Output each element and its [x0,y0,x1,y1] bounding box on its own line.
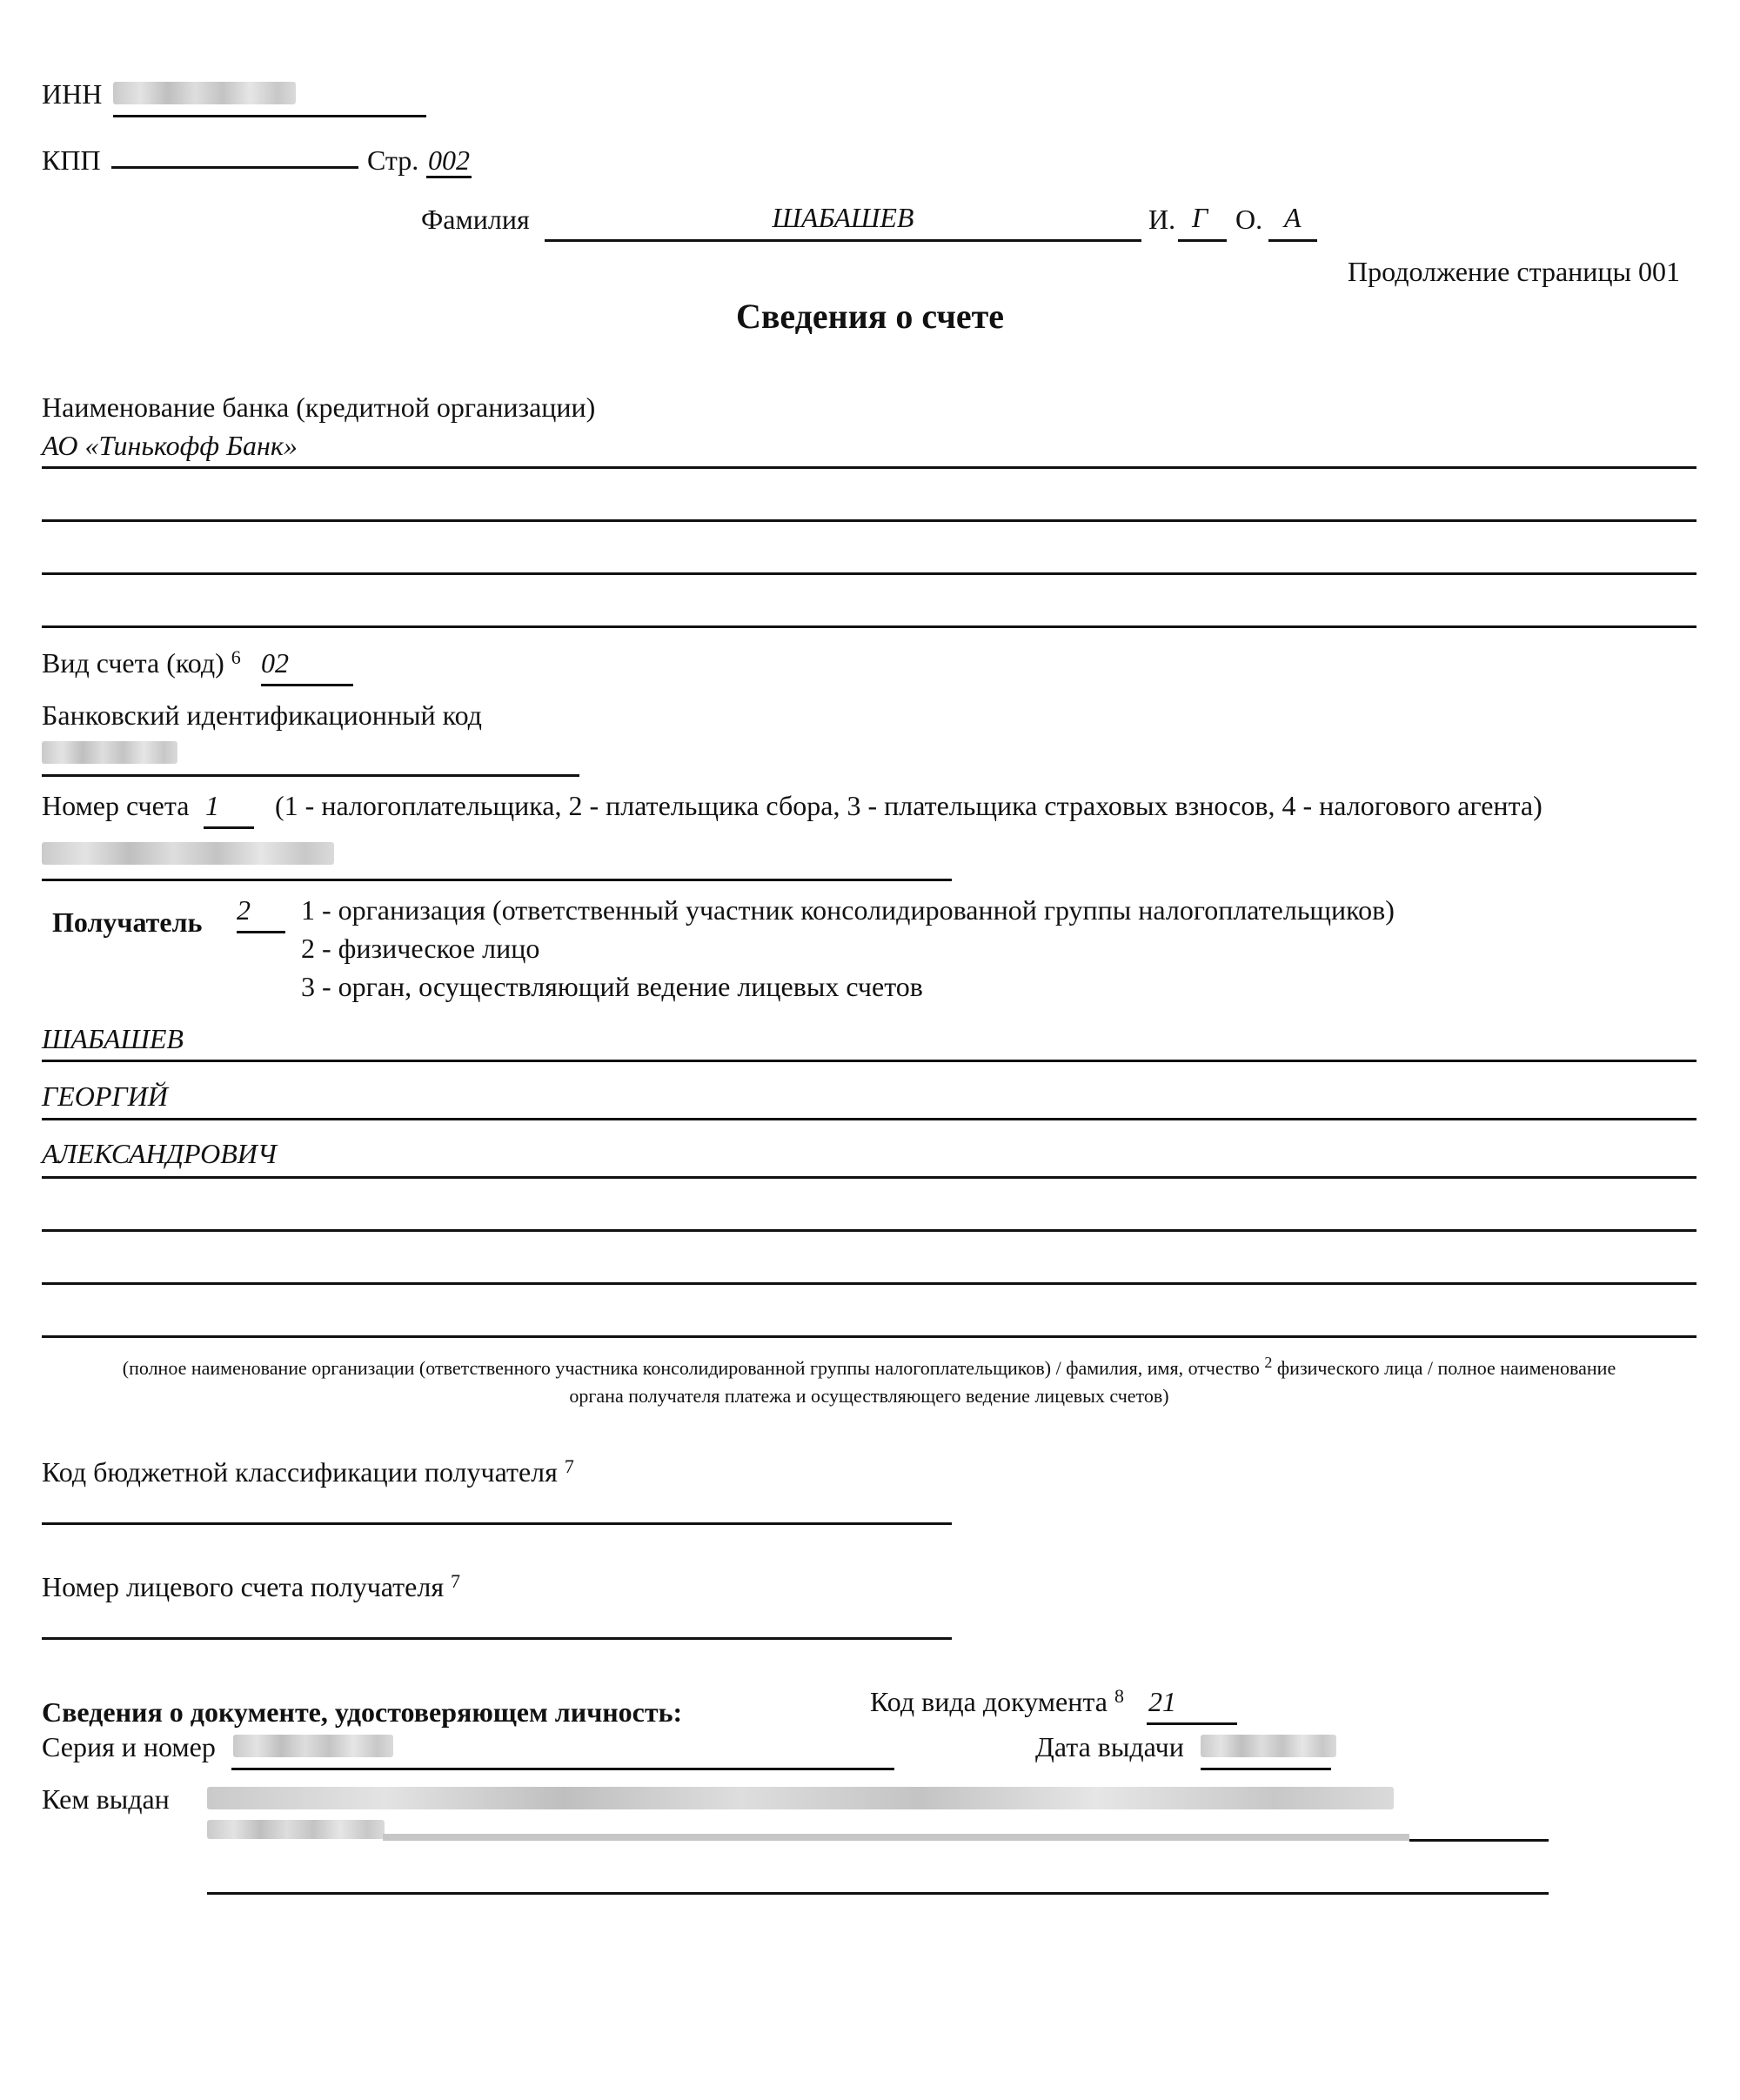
recipient-name-line-1: ШАБАШЕВ [42,1023,184,1054]
inn-redacted [113,82,296,104]
issue-date-underline [1201,1768,1331,1770]
recipient-caption-line-2: органа получателя платежа и осуществляющего ведение лицевых счетов) [569,1385,1169,1407]
issued-by-underline-1 [1409,1839,1549,1842]
surname-label: Фамилия [421,204,530,235]
initial-o-label: О. [1235,204,1263,235]
bik-underline [42,774,579,777]
issued-by-label: Кем выдан [42,1783,170,1815]
page-underline [426,176,472,178]
account-type-underline [261,684,353,686]
series-underline [231,1768,894,1770]
id-document-heading: Сведения о документе, удостоверяющем личность: [42,1696,683,1728]
recipient-value: 2 [237,894,251,926]
page-label: Стр. [367,144,419,176]
kpp-underline [111,166,358,169]
initial-i-label: И. [1148,204,1176,235]
bik-label: Банковский идентификационный код [42,699,482,731]
bank-label: Наименование банка (кредитной организации) [42,391,596,423]
bank-value: АО «Тинькофф Банк» [42,430,298,461]
recipient-underline-1 [42,1060,1696,1062]
inn-label: ИНН [42,78,103,110]
account-number-redacted [42,842,334,865]
doc-type-value: 21 [1148,1686,1176,1717]
recipient-option-2: 2 - физическое лицо [301,933,540,964]
bank-line-4 [42,625,1696,628]
account-number-underline [42,879,952,881]
issue-date-label: Дата выдачи [1035,1731,1184,1762]
bank-line-1 [42,466,1696,469]
recipient-underline-2 [42,1118,1696,1120]
page-title: Сведения о счете [735,297,1005,336]
recipient-underline-4 [42,1229,1696,1232]
initial-o-value: А [1284,202,1302,233]
recipient-name-line-3: АЛЕКСАНДРОВИЧ [42,1138,277,1169]
initial-o-underline [1268,239,1317,242]
page-value: 002 [428,144,470,176]
issued-by-redacted-strip [383,1834,1409,1841]
bank-line-2 [42,519,1696,522]
doc-type-label: Код вида документа $^8$ [870,1685,1124,1717]
surname-underline [545,239,1141,242]
recipient-name-line-2: ГЕОРГИЙ [42,1080,168,1112]
account-number-code-underline [204,826,254,829]
recipient-option-1: 1 - организация (ответственный участник консолидированной группы налогоплательщиков) [301,894,1395,926]
recipient-underline-6 [42,1335,1696,1338]
personal-account-underline [42,1637,952,1640]
kpp-label: КПП [42,144,101,176]
series-label: Серия и номер [42,1731,216,1762]
issued-by-redacted-line-2 [207,1820,385,1839]
doc-type-underline [1147,1722,1237,1725]
issue-date-redacted [1201,1735,1336,1757]
issued-by-redacted-line-1 [207,1787,1394,1809]
account-number-label: Номер счета [42,790,190,821]
recipient-label: Получатель [52,906,203,938]
bank-line-3 [42,572,1696,575]
recipient-underline-5 [42,1282,1696,1285]
issued-by-underline-2 [207,1892,1549,1895]
surname-value: ШАБАШЕВ [772,202,914,233]
bik-redacted [42,741,177,764]
inn-underline [113,115,426,117]
account-number-hint: (1 - налогоплательщика, 2 - плательщика сбора, 3 - плательщика страховых взносов, 4 - налогового агента) [275,790,1543,821]
account-type-label: Вид счета (код) $^6$ [42,646,241,679]
recipient-caption-line-1: (полное наименование организации (ответственного участника консолидированной группы налогоплательщиков) / фамилия, имя, отчество $^2$ физического лица / полное наименование [122,1354,1616,1379]
account-type-value: 02 [261,647,289,679]
recipient-underline-3 [42,1176,1696,1179]
series-redacted [233,1735,393,1757]
account-number-value: 1 [205,790,219,821]
initial-i-underline [1178,239,1227,242]
kbk-label: Код бюджетной классификации получателя $^7$ [42,1455,574,1488]
personal-account-label: Номер лицевого счета получателя $^7$ [42,1570,461,1602]
continuation-note: Продолжение страницы 001 [1348,256,1681,287]
initial-i-value: Г [1192,202,1208,233]
recipient-code-underline [237,931,285,933]
kbk-underline [42,1522,952,1525]
recipient-option-3: 3 - орган, осуществляющий ведение лицевых счетов [301,971,923,1002]
